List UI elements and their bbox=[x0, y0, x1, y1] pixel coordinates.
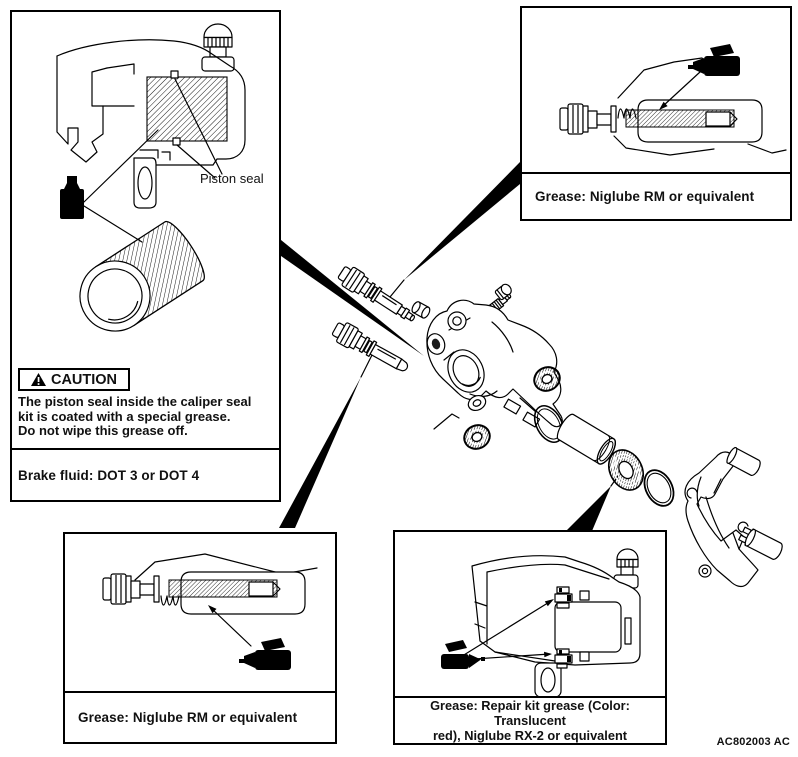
grease-bottle-icon bbox=[60, 176, 84, 219]
piston-seal-label: Piston seal bbox=[200, 171, 264, 186]
piston-seal-callout-box bbox=[10, 10, 281, 502]
caliper-support-bracket bbox=[685, 446, 785, 586]
caution-heading bbox=[18, 368, 130, 391]
warning-triangle-icon bbox=[31, 373, 46, 386]
guide-pin-upper-callout-box bbox=[520, 6, 792, 221]
piston-section-hatched bbox=[147, 77, 227, 141]
piston-seal-upper-mark bbox=[171, 71, 178, 78]
guide-pin-lower bbox=[330, 319, 412, 378]
piston-cylinder bbox=[67, 217, 211, 344]
caution-line: The piston seal inside the caliper seal bbox=[18, 394, 252, 409]
guide-pin-drawing bbox=[103, 572, 305, 614]
piston-seal-lower-mark bbox=[173, 138, 180, 145]
pad-section bbox=[134, 158, 156, 208]
caution-text bbox=[18, 395, 251, 439]
repair-kit-grease-label-line2: red), Niglube RX-2 or equivalent bbox=[432, 728, 628, 743]
caution-line: Do not wipe this grease off. bbox=[18, 423, 188, 438]
pin-boot-lower bbox=[460, 421, 493, 453]
caution-line: kit is coated with a special grease. bbox=[18, 408, 231, 424]
piston-bore-outline bbox=[555, 602, 621, 652]
repair-kit-art bbox=[395, 532, 665, 698]
bleeder-screw-section bbox=[202, 24, 234, 71]
grease-tube-icon bbox=[441, 640, 485, 669]
guide-pin-lower-callout-box bbox=[63, 532, 337, 744]
grease-tube-icon bbox=[688, 44, 740, 76]
o-ring bbox=[639, 465, 680, 511]
brake-fluid-label: Brake fluid: DOT 3 or DOT 4 bbox=[12, 448, 279, 500]
repair-kit-callout-box bbox=[393, 530, 667, 745]
caution-title-text: CAUTION bbox=[50, 371, 118, 388]
grease-label-lower: Grease: Niglube RM or equivalent bbox=[65, 691, 335, 742]
guide-pin-upper-art bbox=[522, 8, 790, 174]
grease-label-upper: Grease: Niglube RM or equivalent bbox=[522, 172, 790, 219]
guide-pin-lower-art bbox=[65, 534, 335, 693]
drawing-code: AC802003 AC bbox=[716, 736, 790, 748]
pad-slot bbox=[625, 618, 631, 644]
repair-kit-grease-label-line1: Grease: Repair kit grease (Color: Translucent bbox=[430, 698, 630, 728]
repair-kit-grease-label bbox=[395, 696, 665, 743]
guide-pin-drawing bbox=[560, 100, 762, 142]
